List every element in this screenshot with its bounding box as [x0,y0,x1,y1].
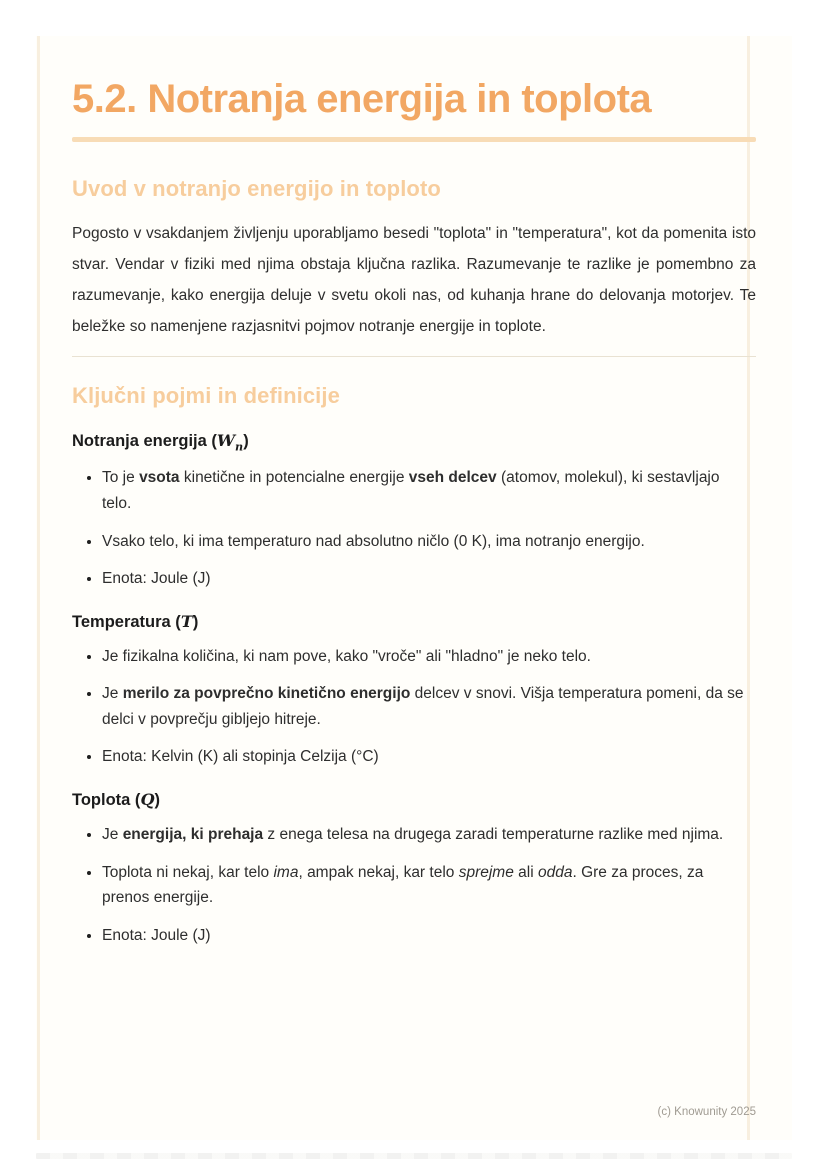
bullet-item [102,681,750,732]
text-run: Enota: Joule (J) [102,926,211,944]
section-heading-uvod: Uvod v notranjo energijo in toploto [72,176,441,202]
section-heading-kljucni: Ključni pojmi in definicije [72,383,340,409]
text-run: vseh delcev [408,469,497,487]
text-run: sprejme [458,863,514,881]
bullet-item [102,860,750,911]
bullet-item [102,644,750,670]
text-run: T [180,611,193,631]
text-run: energija, ki prehaja [122,825,264,843]
text-run: z enega telesa na drugega zaradi temperaturne razlike med njima. [263,825,724,843]
notes-page [36,36,792,1140]
text-run: Enota: Joule (J) [102,570,211,588]
text-run: Je fizikalna količina, ki nam pove, kako "vroče" ali "hladno" je neko telo. [102,647,591,665]
bullet-item [102,923,750,949]
text-run: , ampak nekaj, kar telo [298,863,459,881]
term-bullets-toplota [72,822,756,948]
bullet-item [102,465,750,516]
bullet-item [102,566,750,592]
text-run: ima [273,863,299,881]
term-heading-temperatura [72,612,756,632]
text-run: n [235,439,244,454]
text-run: . Gre za proces, za prenos energije. [102,863,704,907]
title-divider [72,137,756,142]
bullet-item [102,822,750,848]
text-run: Toplota ( [72,790,141,809]
text-run: ) [154,790,161,809]
page-title: 5.2. Notranja energija in toplota [72,77,652,121]
term-bullets-temperatura [72,644,756,770]
text-run: kinetične in potencialne energije [179,469,409,487]
next-page-edge [36,1153,792,1159]
text-run: (atomov, molekul), ki sestavljajo telo. [102,469,720,513]
text-run: Q [140,789,155,809]
text-run: ali [513,863,538,881]
text-run: odda [537,863,573,881]
text-run: delcev v snovi. Višja temperatura pomeni, da se delci v povprečju gibljejo hitreje. [102,685,744,728]
text-run: Temperatura ( [72,612,181,631]
text-run: ) [243,432,249,451]
text-run: Vsako telo, ki ima temperaturo nad absolutno ničlo (0 K), ima notranjo energijo. [102,532,645,550]
page-content [36,36,792,1140]
bullet-item [102,744,750,770]
term-heading-notranja-energija [72,431,756,453]
bullet-item [102,529,750,555]
text-run: vsota [139,469,180,487]
footer-credit: (c) Knowunity 2025 [657,1106,756,1118]
text-run: W [216,431,236,451]
term-heading-toplota [72,790,756,810]
text-run: Enota: Kelvin (K) ali stopinja Celzija (°C) [102,748,379,766]
text-run: merilo za povprečno kinetično energijo [122,685,411,703]
text-run: To je [102,469,140,487]
term-bullets-notranja-energija [72,465,756,591]
text-run: Toplota ni nekaj, kar telo [102,863,274,881]
text-run: Notranja energija ( [72,432,217,451]
text-run: Je [102,825,123,843]
intro-paragraph: Pogosto v vsakdanjem življenju uporabljamo besedi "toplota" in "temperatura", kot da pomenita isto stvar. Vendar v fiziki med njima obstaja ključna razlika. Razumevanje te razlike je pomembno za razumevanje, kako energija deluje v svetu okoli nas, od kuhanja hrane do delovanja motorjev. Te beležke so namenjene razjasnitvi pojmov notranje energije in toplote. [72,225,756,336]
text-run: ) [192,612,199,631]
text-run: Je [102,685,123,703]
section-divider [72,356,756,357]
